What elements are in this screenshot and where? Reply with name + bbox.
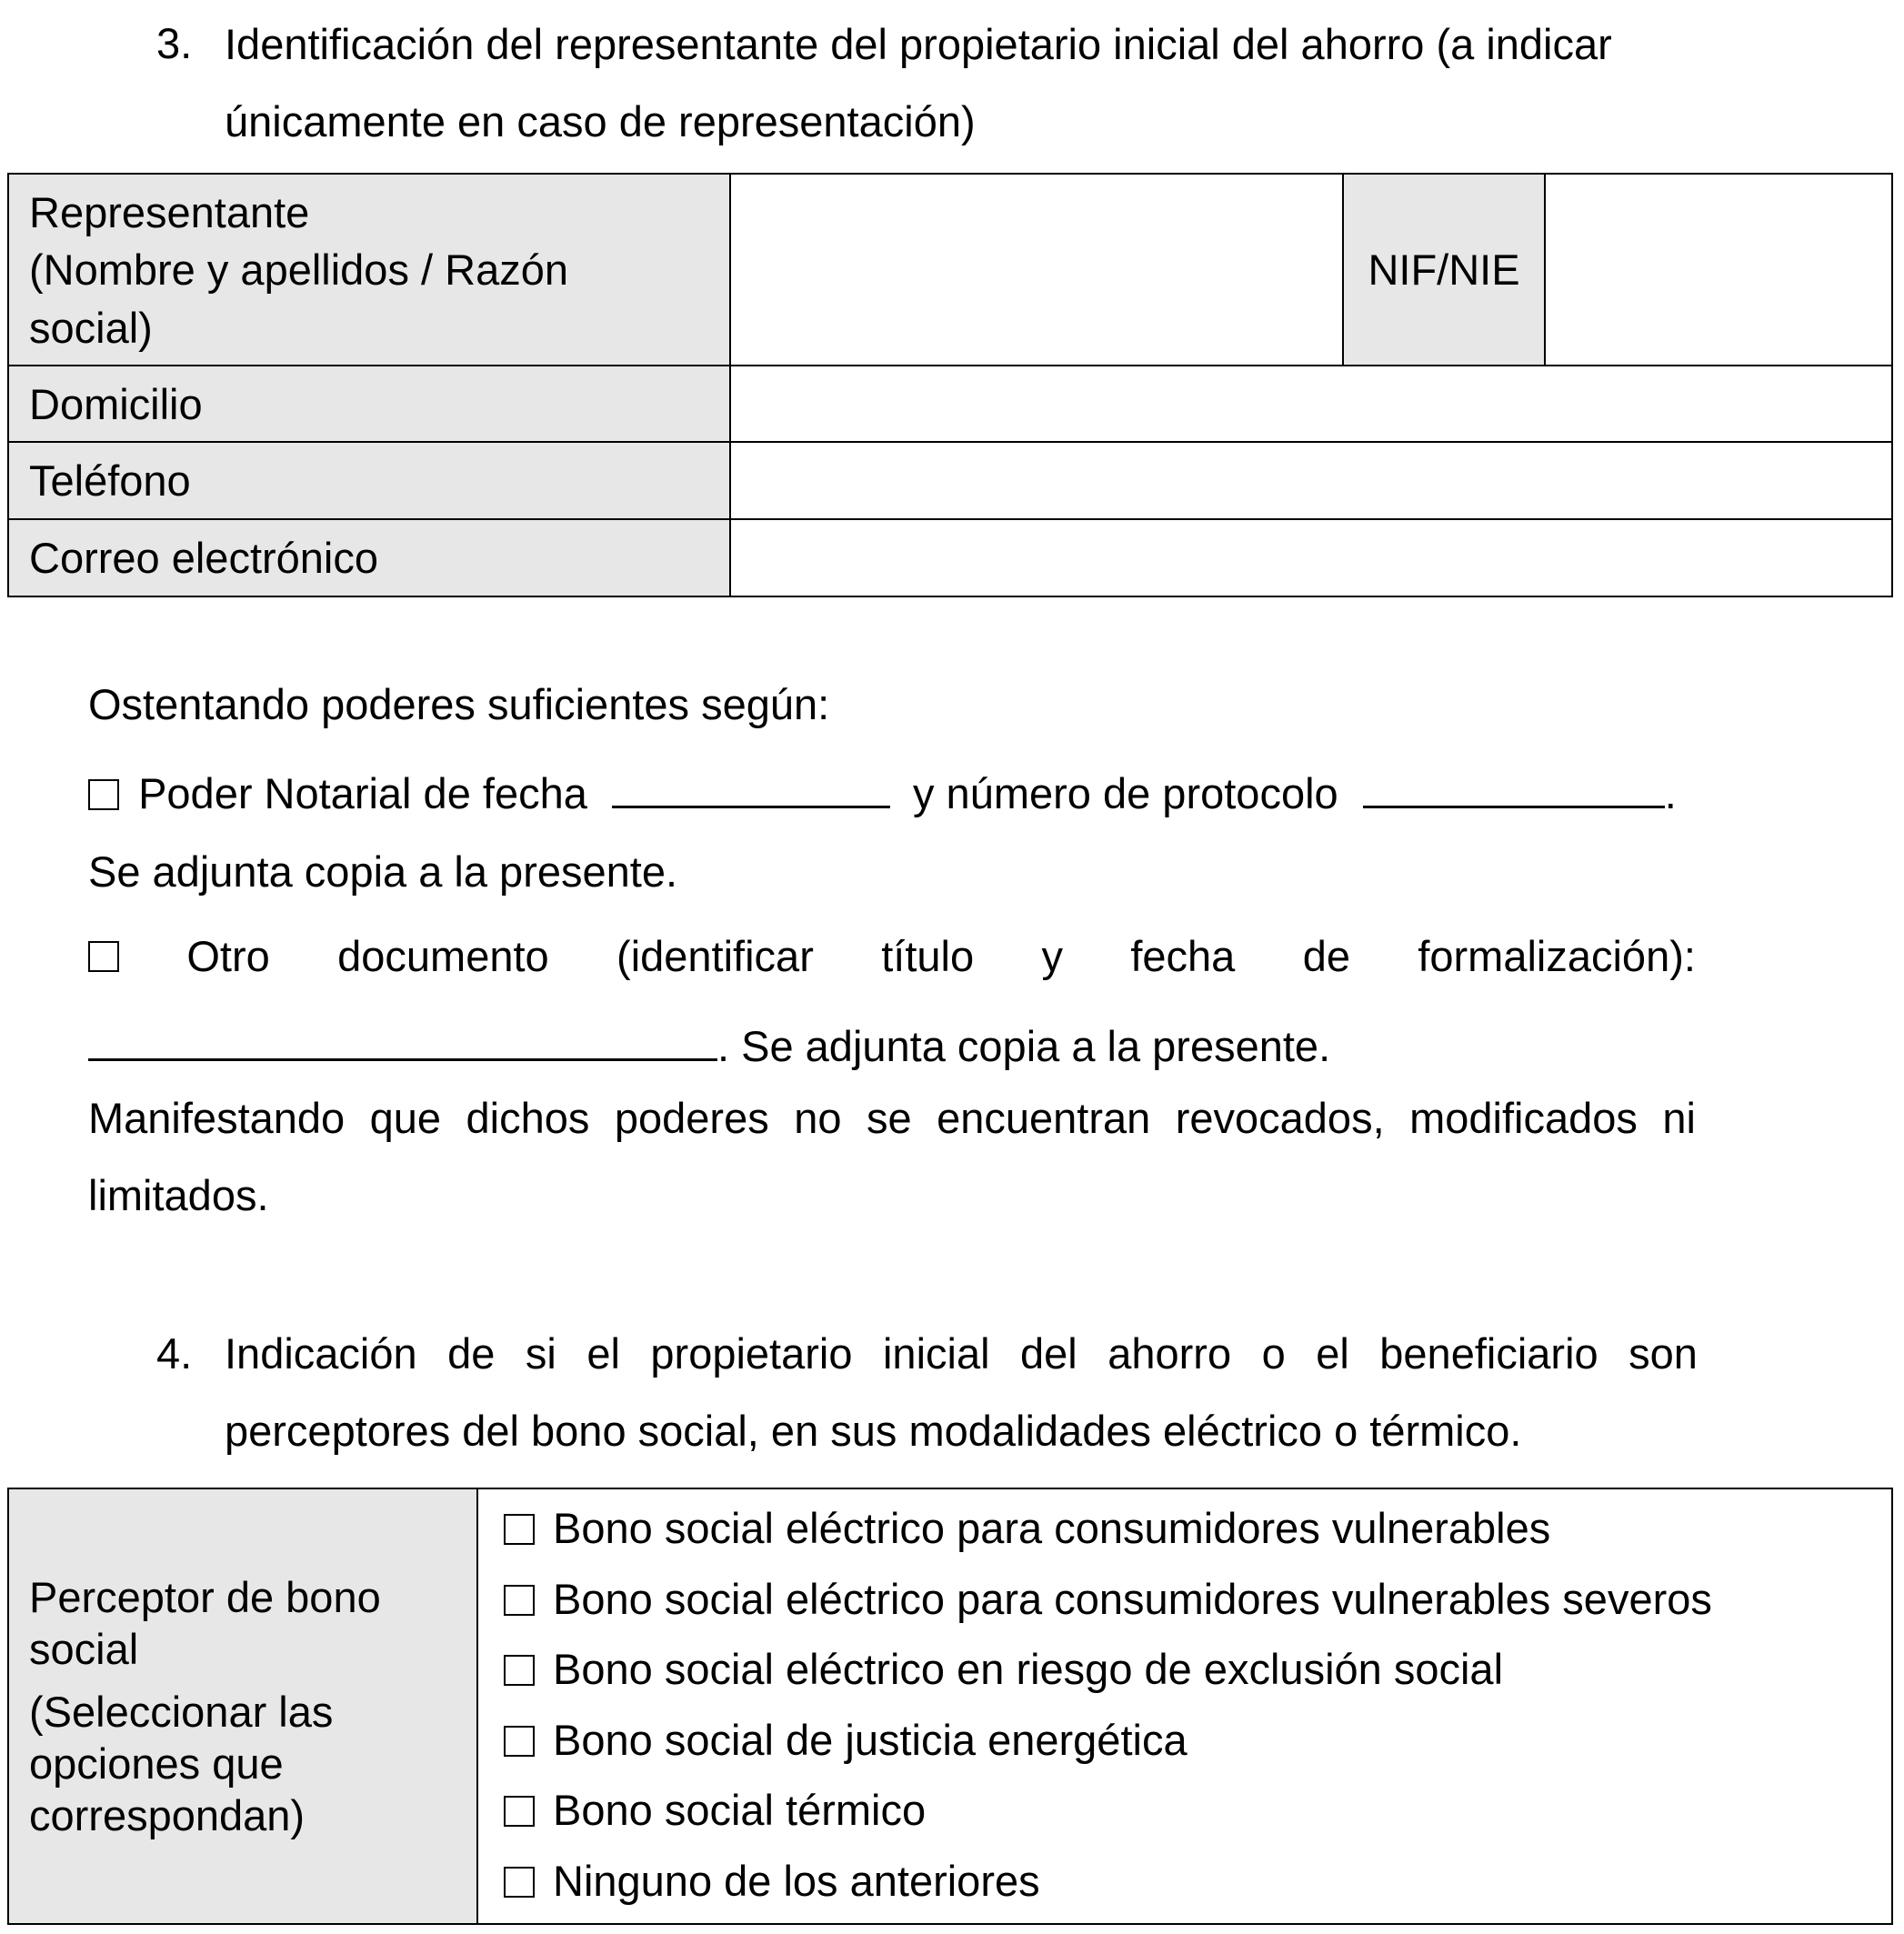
other-document-blank-row	[88, 1013, 1330, 1074]
bono-option-checkbox[interactable]	[504, 1655, 535, 1686]
bono-option-vulnerables-severos[interactable]	[478, 1564, 1891, 1635]
bono-label-line1: Perceptor de bono	[29, 1573, 381, 1621]
notarial-date-blank[interactable]	[612, 760, 890, 808]
bono-option-checkbox[interactable]	[504, 1585, 535, 1616]
s4-word-6: inicial	[882, 1329, 990, 1378]
notarial-power-row	[88, 760, 1677, 821]
manifest-word-5: no	[794, 1094, 842, 1142]
bono-option-checkbox[interactable]	[504, 1867, 535, 1898]
bono-label-line2: social	[29, 1625, 139, 1673]
telefono-field[interactable]	[730, 442, 1892, 519]
nif-nie-field[interactable]	[1545, 174, 1892, 366]
other-document-checkbox[interactable]	[88, 941, 119, 972]
bono-label-line3: (Seleccionar las	[29, 1688, 334, 1736]
s4-word-12: son	[1628, 1329, 1698, 1378]
powers-intro: Ostentando poderes suficientes según:	[88, 680, 830, 728]
protocol-number-blank[interactable]	[1363, 760, 1665, 808]
bono-social-table	[7, 1488, 1893, 1925]
bono-social-options	[477, 1488, 1892, 1924]
notarial-power-label: Poder Notarial de fecha	[138, 769, 587, 817]
section-3-number: 3.	[156, 19, 193, 67]
s4-word-10: el	[1316, 1329, 1349, 1378]
bono-option-checkbox[interactable]	[504, 1726, 535, 1757]
section-4-title-line1	[225, 1327, 1698, 1381]
s4-word-5: propietario	[650, 1329, 853, 1378]
bono-option-label: Bono social eléctrico para consumidores vulnerables severos	[553, 1574, 1712, 1623]
representative-label-line1: Representante	[29, 187, 310, 236]
bono-option-justicia-energetica[interactable]	[478, 1705, 1891, 1776]
s4-word-7: del	[1020, 1329, 1077, 1378]
s4-word-8: ahorro	[1107, 1329, 1232, 1378]
correo-label: Correo electrónico	[8, 519, 730, 596]
bono-option-label: Bono social de justicia energética	[553, 1715, 1187, 1764]
bono-option-label: Bono social eléctrico para consumidores vulnerables	[553, 1504, 1551, 1552]
section-4-title-line2: perceptores del bono social, en sus modalidades eléctrico o térmico.	[225, 1407, 1522, 1455]
s4-word-4: el	[586, 1329, 620, 1378]
manifest-word-7: encuentran	[937, 1094, 1151, 1142]
copy-note: Se adjunta copia a la presente.	[88, 847, 678, 896]
bono-option-checkbox[interactable]	[504, 1514, 535, 1545]
other-word-5: y	[1041, 932, 1063, 980]
manifest-word-3: dichos	[466, 1094, 590, 1142]
domicilio-field[interactable]	[730, 366, 1892, 442]
other-document-blank[interactable]	[88, 1013, 717, 1061]
representative-table	[7, 173, 1893, 597]
bono-social-label	[8, 1488, 477, 1924]
other-word-4: título	[881, 932, 975, 980]
notarial-end: .	[1664, 769, 1677, 817]
bono-option-ninguno[interactable]	[478, 1846, 1891, 1917]
other-copy-note: . Se adjunta copia a la presente.	[717, 1022, 1331, 1070]
other-word-8: formalización):	[1418, 932, 1696, 980]
representative-name-field[interactable]	[730, 174, 1343, 366]
section-3-title-line2: únicamente en caso de representación)	[225, 97, 976, 145]
s4-word-2: de	[447, 1329, 496, 1378]
domicilio-label: Domicilio	[8, 366, 730, 442]
nif-nie-label: NIF/NIE	[1343, 174, 1545, 366]
bono-option-checkbox[interactable]	[504, 1796, 535, 1827]
manifest-word-2: que	[369, 1094, 442, 1142]
bono-label-line5: correspondan)	[29, 1791, 306, 1839]
s4-word-3: si	[525, 1329, 556, 1378]
manifest-word-10: ni	[1662, 1094, 1696, 1142]
bono-label-line4: opciones que	[29, 1739, 284, 1788]
protocol-label: y número de protocolo	[913, 769, 1338, 817]
section-3-title	[225, 5, 1698, 160]
s4-word-9: o	[1261, 1329, 1286, 1378]
s4-word-11: beneficiario	[1379, 1329, 1598, 1378]
other-word-6: fecha	[1130, 932, 1236, 980]
s4-word-1: Indicación	[225, 1329, 417, 1378]
manifest-line1	[88, 1091, 1696, 1146]
other-document-row	[88, 929, 1696, 984]
other-word-1: Otro	[186, 932, 270, 980]
manifest-word-6: se	[866, 1094, 912, 1142]
other-word-7: de	[1302, 932, 1350, 980]
section-4-number: 4.	[156, 1329, 193, 1378]
bono-option-riesgo-exclusion[interactable]	[478, 1634, 1891, 1705]
other-word-2: documento	[337, 932, 549, 980]
bono-option-label: Bono social eléctrico en riesgo de exclusión social	[553, 1645, 1504, 1693]
notarial-power-checkbox[interactable]	[88, 779, 119, 810]
bono-option-termico[interactable]	[478, 1775, 1891, 1846]
representative-label-line2: (Nombre y apellidos / Razón	[29, 245, 568, 294]
representative-label	[8, 174, 730, 366]
bono-option-label: Ninguno de los anteriores	[553, 1856, 1040, 1905]
manifest-word-1: Manifestando	[88, 1094, 346, 1142]
manifest-word-4: poderes	[614, 1094, 769, 1142]
representative-label-line3: social)	[29, 303, 153, 352]
manifest-word-8: revocados,	[1175, 1094, 1385, 1142]
other-word-3: (identificar	[616, 932, 814, 980]
manifest-line2: limitados.	[88, 1171, 269, 1219]
correo-field[interactable]	[730, 519, 1892, 596]
section-3-title-line1: Identificación del representante del propietario inicial del ahorro (a indicar	[225, 20, 1612, 68]
telefono-label: Teléfono	[8, 442, 730, 519]
bono-option-vulnerables[interactable]	[478, 1493, 1891, 1564]
bono-option-label: Bono social térmico	[553, 1786, 927, 1834]
manifest-word-9: modificados	[1409, 1094, 1638, 1142]
